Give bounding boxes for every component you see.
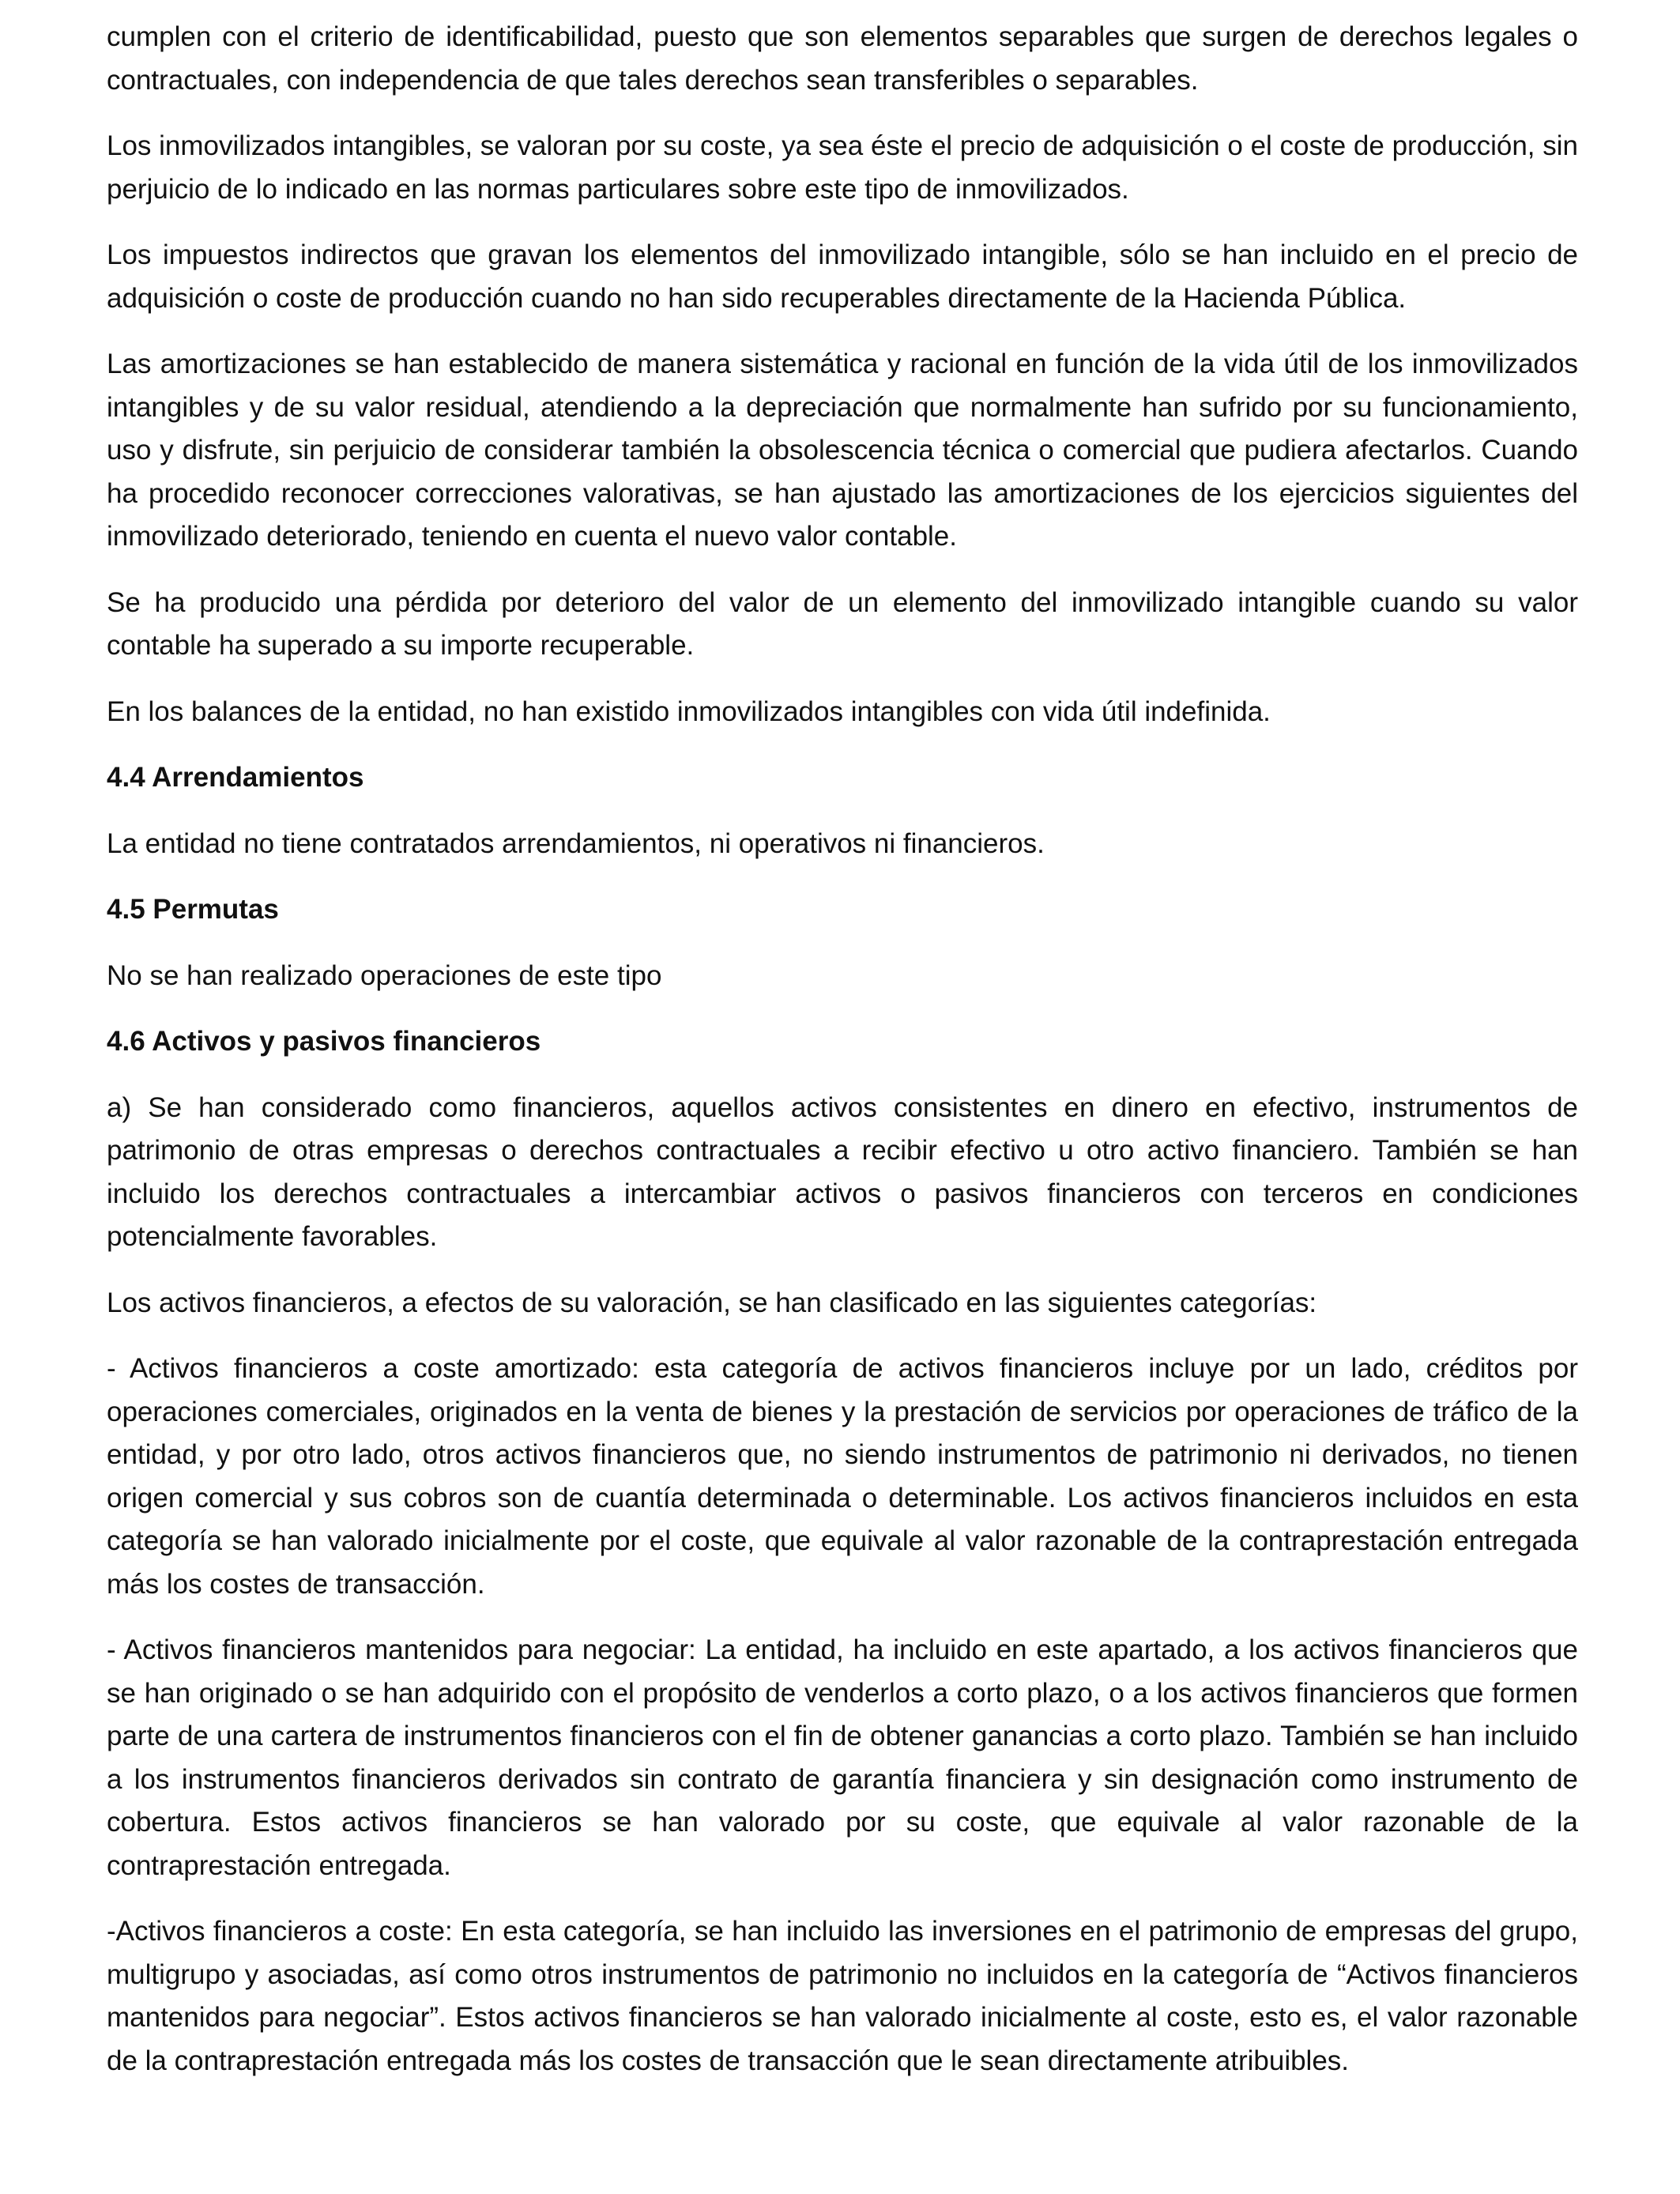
- paragraph-mantenidos-negociar: - Activos financieros mantenidos para negociar: La entidad, ha incluido en este apartado, a los activos financieros que se han originado o se han adquirido con el propósito de venderlos a corto plazo, o a los activos financieros que formen parte de una cartera de instrumentos financieros con el fin de obtener ganancias a corto plazo. También se han incluido a los instrumentos financieros derivados sin contrato de garantía financiera y sin designación como instrumento de cobertura. Estos activos financieros se han valorado por su coste, que equivale al valor razonable de la contraprestación entregada.: [107, 1634, 1578, 1881]
- paragraph-permutas: No se han realizado operaciones de este tipo: [107, 959, 662, 991]
- paragraph-perdida-deterioro: Se ha producido una pérdida por deterioro del valor de un elemento del inmovilizado intangible cuando su valor contable ha superado a su importe recuperable.: [107, 586, 1578, 661]
- paragraph-impuestos-indirectos: Los impuestos indirectos que gravan los elementos del inmovilizado intangible, sólo se han incluido en el precio de adquisición o coste de producción cuando no han sido recuperables directamente de la Hacienda Pública.: [107, 239, 1578, 314]
- document-page: [107, 16, 1578, 2105]
- paragraph-arrendamientos: La entidad no tiene contratados arrendamientos, ni operativos ni financieros.: [107, 827, 1045, 859]
- section-heading-arrendamientos: 4.4 Arrendamientos: [107, 762, 364, 793]
- section-heading-activos-pasivos-financieros: 4.6 Activos y pasivos financieros: [107, 1026, 541, 1057]
- paragraph-activos-a-coste: -Activos financieros a coste: En esta categoría, se han incluido las inversiones en el patrimonio de empresas del grupo, multigrupo y asociadas, así como otros instrumentos de patrimonio no incluidos en la categoría de “Activos financieros mantenidos para negociar”. Estos activos financieros se han valorado inicialmente al coste, esto es, el valor razonable de la contraprestación entregada más los costes de transacción que le sean directamente atribuibles.: [107, 1916, 1578, 2076]
- paragraph-categorias: Los activos financieros, a efectos de su valoración, se han clasificado en las siguientes categorías:: [107, 1287, 1317, 1318]
- paragraph-amortizaciones: Las amortizaciones se han establecido de manera sistemática y racional en función de la vida útil de los inmovilizados intangibles y de su valor residual, atendiendo a la depreciación que normalmente han sufrido por su funcionamiento, uso y disfrute, sin perjuicio de considerar también la obsolescencia técnica o comercial que pudiera afectarlos. Cuando ha procedido reconocer correcciones valorativas, se han ajustado las amortizaciones de los ejercicios siguientes del inmovilizado deteriorado, teniendo en cuenta el nuevo valor contable.: [107, 349, 1578, 552]
- paragraph-vida-util-indefinida: En los balances de la entidad, no han existido inmovilizados intangibles con vida útil indefinida.: [107, 696, 1271, 727]
- section-heading-permutas: 4.5 Permutas: [107, 894, 279, 925]
- paragraph-definicion-financieros: a) Se han considerado como financieros, aquellos activos consistentes en dinero en efectivo, instrumentos de patrimonio de otras empresas o derechos contractuales a recibir efectivo u otro activo financiero. También se han incluido los derechos contractuales a intercambiar activos o pasivos financieros con terceros en condiciones potencialmente favorables.: [107, 1091, 1578, 1252]
- paragraph-coste-amortizado: - Activos financieros a coste amortizado: esta categoría de activos financieros incluye por un lado, créditos por operaciones comerciales, originados en la venta de bienes y la prestación de servicios por operaciones de tráfico de la entidad, y por otro lado, otros activos financieros que, no siendo instrumentos de patrimonio ni derivados, no tienen origen comercial y sus cobros son de cuantía determinada o determinable. Los activos financieros incluidos en esta categoría se han valorado inicialmente por el coste, que equivale al valor razonable de la contraprestación entregada más los costes de transacción.: [107, 1353, 1578, 1600]
- paragraph-identificabilidad: cumplen con el criterio de identificabilidad, puesto que son elementos separables que surgen de derechos legales o contractuales, con independencia de que tales derechos sean transferibles o separables.: [107, 21, 1578, 96]
- paragraph-valoracion-coste: Los inmovilizados intangibles, se valoran por su coste, ya sea éste el precio de adquisición o el coste de producción, sin perjuicio de lo indicado en las normas particulares sobre este tipo de inmovilizados.: [107, 130, 1578, 205]
